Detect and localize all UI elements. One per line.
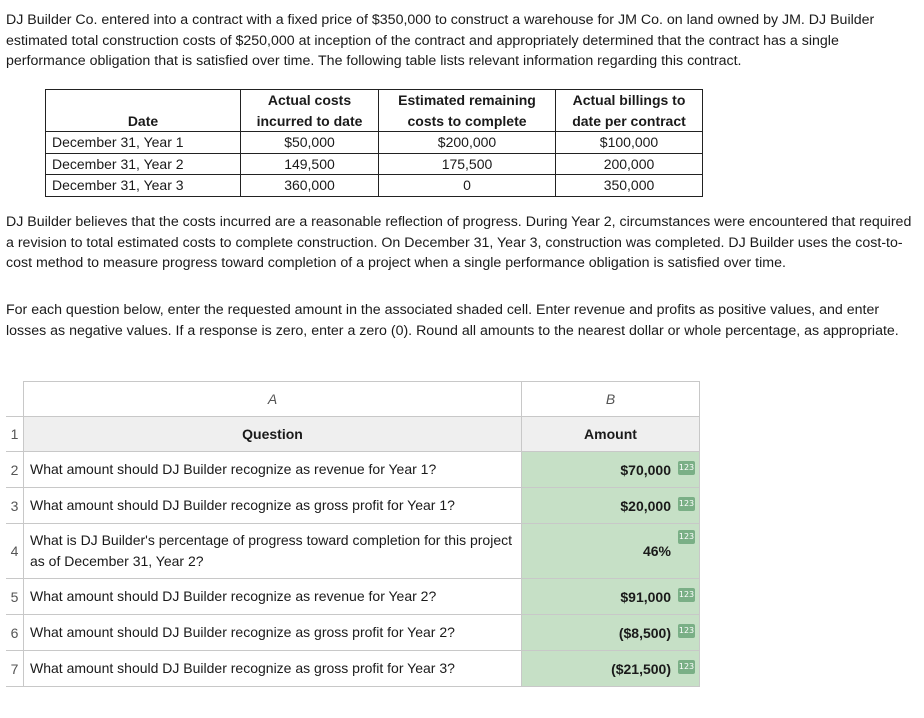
table-row bbox=[6, 488, 700, 524]
numeric-input-icon: 123 bbox=[678, 624, 695, 638]
sheet-corner bbox=[6, 382, 24, 417]
numeric-input-icon: 123 bbox=[678, 461, 695, 475]
question-cell: What amount should DJ Builder recognize as gross profit for Year 2? bbox=[24, 615, 522, 651]
info-cell-actual-billings: $100,000 bbox=[556, 132, 703, 154]
info-cell-estimated-remaining: $200,000 bbox=[379, 132, 556, 154]
question-cell: What amount should DJ Builder recognize as gross profit for Year 1? bbox=[24, 488, 522, 524]
numeric-input-icon: 123 bbox=[678, 660, 695, 674]
row-number: 1 bbox=[6, 417, 24, 452]
answer-cell[interactable] bbox=[522, 579, 700, 615]
info-cell-date: December 31, Year 1 bbox=[46, 132, 241, 154]
row-number: 4 bbox=[6, 524, 24, 579]
contract-info-table bbox=[45, 89, 703, 197]
info-cell-actual-billings: 200,000 bbox=[556, 153, 703, 175]
answer-value: $70,000 bbox=[620, 461, 671, 478]
column-header-a[interactable]: A bbox=[24, 382, 522, 417]
answer-cell[interactable] bbox=[522, 488, 700, 524]
numeric-input-icon: 123 bbox=[678, 497, 695, 511]
answer-cell[interactable] bbox=[522, 452, 700, 488]
answer-spreadsheet bbox=[6, 381, 700, 687]
answer-value: 46% bbox=[642, 543, 671, 559]
answer-value: ($21,500) bbox=[611, 660, 671, 677]
table-row bbox=[6, 452, 700, 488]
table-row bbox=[6, 651, 700, 687]
info-cell-actual-costs: 149,500 bbox=[241, 153, 379, 175]
info-cell-date: December 31, Year 2 bbox=[46, 153, 241, 175]
row-number: 2 bbox=[6, 452, 24, 488]
context-paragraph: DJ Builder believes that the costs incurred are a reasonable reflection of progress. During Year 2, circumstances were encountered that required a revision to total estimated costs to complete construction. On December 31, Year 3, construction was completed. DJ Builder uses the cost-to-cost method to measure progress toward completion of a project when a single performance obligation is satisfied over time. bbox=[6, 214, 912, 271]
intro-paragraph: DJ Builder Co. entered into a contract with a fixed price of $350,000 to construct a warehouse for JM Co. on land owned by JM. DJ Builder estimated total construction costs of $250,000 at inception of the contract and appropriately determined that the contract has a single performance obligation that is satisfied over time. The following table lists relevant information regarding this contract. bbox=[6, 12, 875, 69]
table-row bbox=[46, 175, 703, 197]
info-header-date: Date bbox=[46, 90, 241, 132]
info-cell-date: December 31, Year 3 bbox=[46, 175, 241, 197]
info-cell-estimated-remaining: 175,500 bbox=[379, 153, 556, 175]
row-number: 7 bbox=[6, 651, 24, 687]
row-number: 6 bbox=[6, 615, 24, 651]
numeric-input-icon: 123 bbox=[678, 530, 695, 544]
info-cell-actual-costs: $50,000 bbox=[241, 132, 379, 154]
question-cell: What amount should DJ Builder recognize as gross profit for Year 3? bbox=[24, 651, 522, 687]
table-row bbox=[46, 132, 703, 154]
answer-value: $20,000 bbox=[620, 497, 671, 514]
question-cell: What is DJ Builder's percentage of progress toward completion for this project as of December 31, Year 2? bbox=[24, 524, 522, 579]
info-header-row bbox=[46, 90, 703, 132]
info-cell-estimated-remaining: 0 bbox=[379, 175, 556, 197]
column-header-row bbox=[6, 382, 700, 417]
answer-value: $91,000 bbox=[620, 588, 671, 605]
table-row bbox=[6, 524, 700, 579]
table-row bbox=[46, 153, 703, 175]
info-header-actual-billings: Actual billings to date per contract bbox=[556, 90, 703, 132]
row-number: 3 bbox=[6, 488, 24, 524]
instructions-paragraph: For each question below, enter the requested amount in the associated shaded cell. Enter revenue and profits as positive values, and enter losses as negative values. If a response is zero, enter a zero (0). Round all amounts to the nearest dollar or whole percentage, as appropriate. bbox=[6, 302, 899, 339]
table-row bbox=[6, 579, 700, 615]
info-header-actual-costs: Actual costs incurred to date bbox=[241, 90, 379, 132]
amount-header: Amount bbox=[522, 417, 700, 452]
sheet-header-row bbox=[6, 417, 700, 452]
answer-cell[interactable] bbox=[522, 615, 700, 651]
info-cell-actual-costs: 360,000 bbox=[241, 175, 379, 197]
info-header-estimated-remaining: Estimated remaining costs to complete bbox=[379, 90, 556, 132]
table-row bbox=[6, 615, 700, 651]
column-header-b[interactable]: B bbox=[522, 382, 700, 417]
numeric-input-icon: 123 bbox=[678, 588, 695, 602]
question-cell: What amount should DJ Builder recognize as revenue for Year 2? bbox=[24, 579, 522, 615]
row-number: 5 bbox=[6, 579, 24, 615]
question-cell: What amount should DJ Builder recognize as revenue for Year 1? bbox=[24, 452, 522, 488]
info-cell-actual-billings: 350,000 bbox=[556, 175, 703, 197]
answer-cell[interactable] bbox=[522, 524, 700, 579]
answer-value: ($8,500) bbox=[618, 624, 671, 641]
answer-cell[interactable] bbox=[522, 651, 700, 687]
question-header: Question bbox=[24, 417, 522, 452]
